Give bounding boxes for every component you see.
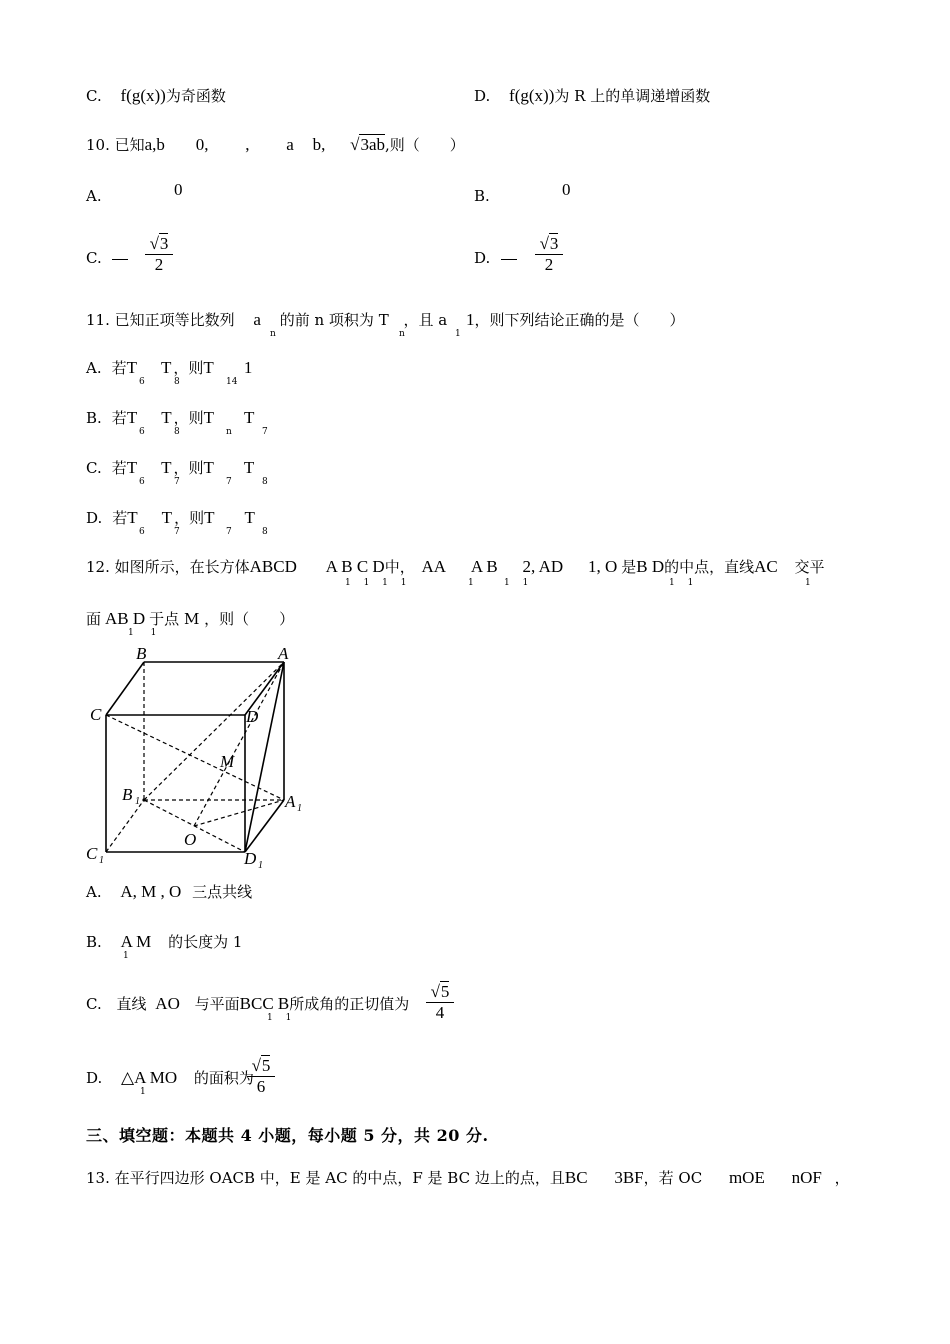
option-text: 直线	[116, 995, 147, 1013]
numerator: 3	[549, 234, 559, 253]
math-expr: T	[203, 458, 214, 477]
math-expr: 1	[466, 310, 475, 329]
segment-AD1	[245, 662, 284, 852]
math-expr: T	[203, 358, 214, 377]
stem-text: 的中点，直线	[664, 558, 755, 576]
math-expr: mOE	[728, 1168, 765, 1187]
fraction: $\frac{√3}{2}$	[535, 234, 563, 275]
subscript: n	[399, 329, 405, 339]
subscript: 7	[262, 427, 268, 437]
math-expr: AC	[754, 557, 778, 576]
fraction: $\frac{√3}{2}$	[145, 234, 173, 275]
stem-text: 是	[621, 558, 637, 576]
vertex-label-C1: C	[86, 844, 98, 863]
subscript: 1 1	[128, 628, 164, 638]
section-heading: 三、填空题：本题共 4 小题，每小题 5 分，共 20 分.	[86, 1126, 489, 1145]
math-expr: AB D	[105, 609, 146, 628]
option-label: D.	[474, 249, 491, 267]
denominator: 6	[256, 1077, 266, 1096]
option-label: D.	[474, 87, 491, 105]
subscript: 1	[123, 951, 129, 961]
numerator: 5	[440, 982, 450, 1001]
option-text: 为 R 上的单调递增函数	[554, 87, 711, 105]
q10-option-c	[86, 248, 102, 268]
segment-B1A-hidden	[144, 662, 284, 800]
subscript: 8	[174, 377, 180, 387]
q9-option-d	[474, 86, 710, 106]
point-label-M: M	[220, 752, 235, 771]
q10-option-d	[474, 248, 490, 268]
question-number: 13. 在平行四边形 OACB 中，E 是 AC 的中点，F 是 BC 边上的点，且	[86, 1169, 565, 1187]
q12-stem-line2	[86, 609, 294, 629]
subscript: 8	[174, 427, 180, 437]
math-expr: 0,	[195, 135, 209, 154]
subscript: 1 1 1 1	[345, 578, 412, 588]
fraction: $\frac{√5}{6}$	[247, 1056, 275, 1097]
option-text: 的长度为 1	[168, 933, 243, 951]
math-expr: A B	[470, 557, 498, 576]
q11-option	[86, 458, 254, 478]
stem-text: 交平	[794, 558, 825, 576]
option-label: B.	[86, 933, 102, 951]
option-text: 若	[112, 509, 128, 527]
math-expr: b,	[312, 135, 326, 154]
subscript: n	[226, 427, 232, 437]
math-expr: nOF	[791, 1168, 822, 1187]
option-text: 若	[111, 359, 127, 377]
subscript: 1	[140, 1087, 146, 1097]
subscript: 6	[139, 477, 145, 487]
option-label: D.	[86, 1069, 103, 1087]
option-text: 为奇函数	[165, 87, 226, 105]
subscript: 7	[226, 477, 232, 487]
math-expr: T	[243, 458, 255, 477]
stem-text: 的前 n 项积为 T	[279, 311, 389, 329]
math-expr: a	[286, 135, 294, 154]
option-label: D.	[86, 509, 103, 527]
option-label: A.	[86, 359, 102, 377]
option-text: 所成角的正切值为	[289, 995, 410, 1013]
q12-stem-line1	[86, 557, 825, 577]
stem-text: ，且 a	[403, 311, 448, 329]
option-text: 的面积为	[193, 1069, 254, 1087]
vertex-label-B: B	[136, 644, 147, 663]
q10-stem	[86, 135, 465, 155]
q12-option-b	[86, 932, 242, 952]
option-text: 三点共线	[192, 883, 253, 901]
math-expr: T	[161, 508, 173, 527]
math-expr: f(g(x))	[120, 86, 166, 105]
subscript-D1: 1	[258, 860, 263, 871]
math-expr: T	[244, 408, 255, 427]
stem-suffix: ,则（ ）	[385, 136, 465, 154]
question-number: 11. 已知正项等比数列	[86, 311, 235, 329]
sqrt-radicand: 3ab	[360, 135, 386, 154]
vertex-label-A: A	[278, 644, 289, 663]
option-text: 与平面	[194, 995, 240, 1013]
math-expr: T	[126, 408, 138, 427]
math-expr: A, M , O	[120, 882, 182, 901]
subscript: 8	[262, 527, 268, 537]
subscript: 1	[455, 329, 461, 339]
option-text: ，则	[173, 359, 204, 377]
math-expr: BC	[564, 1168, 588, 1187]
option-label: C.	[86, 87, 102, 105]
q11-stem	[86, 310, 685, 330]
question-number: 10. 已知	[86, 136, 145, 154]
q10-option-a	[86, 186, 102, 206]
math-expr: 1	[243, 358, 253, 377]
math-expr: T	[127, 508, 138, 527]
segment-OA1-hidden	[194, 800, 284, 826]
point-label-O: O	[184, 830, 197, 849]
q11-option	[86, 408, 254, 428]
subscript: 1 1	[669, 578, 699, 588]
segment-OA-hidden	[194, 662, 284, 826]
subscript-C1: 1	[99, 855, 104, 866]
math-expr: T	[126, 358, 138, 377]
math-expr: T	[203, 408, 214, 427]
option-label: A.	[86, 883, 102, 901]
math-expr: AA	[421, 557, 447, 576]
subscript: 6	[139, 427, 145, 437]
q10-a-value: 0	[174, 180, 183, 199]
q10-b-value: 0	[562, 180, 571, 199]
fraction: $\frac{√5}{4}$	[426, 982, 454, 1023]
math-expr: 2, AD	[522, 557, 564, 576]
numerator: 5	[261, 1056, 271, 1075]
subscript: 7	[174, 527, 180, 537]
math-expr: a,b	[144, 135, 165, 154]
option-label: B.	[86, 409, 102, 427]
option-label: C.	[86, 995, 102, 1013]
q13-stem	[86, 1168, 850, 1188]
diagonal-CA1-hidden	[106, 715, 284, 800]
subscript: 7	[226, 527, 232, 537]
q9-option-c	[86, 86, 226, 106]
vertex-label-D1: D	[244, 849, 257, 868]
cuboid-figure	[80, 640, 310, 872]
stem-suffix: ，则下列结论正确的是（ ）	[474, 311, 685, 329]
math-expr: T	[204, 508, 215, 527]
q10-option-b	[474, 186, 490, 206]
subscript-B1: 1	[135, 796, 140, 807]
stem-text: ，	[834, 1169, 850, 1187]
option-label: C.	[86, 459, 102, 477]
subscript: 7	[174, 477, 180, 487]
option-text: ，则	[173, 409, 204, 427]
q11-option	[86, 508, 255, 528]
stem-suffix: 于点 M ，则（ ）	[149, 610, 295, 628]
subscript: 1 1	[504, 578, 534, 588]
math-expr: BCC B	[239, 994, 290, 1013]
stem-text: ，若 OC	[643, 1169, 703, 1187]
math-expr: T	[161, 408, 172, 427]
q11-option	[86, 358, 252, 378]
edge-C1B1-hidden	[106, 800, 144, 852]
math-expr: B D	[636, 557, 665, 576]
option-text: 若	[111, 409, 127, 427]
math-expr: A B C D	[325, 557, 385, 576]
denominator: 2	[154, 255, 164, 274]
denominator: 4	[435, 1003, 445, 1022]
math-expr: 3BF	[614, 1168, 644, 1187]
subscript: 1	[468, 578, 474, 588]
vertex-label-D: D	[246, 707, 259, 726]
subscript: 8	[262, 477, 268, 487]
question-number: 12. 如图所示，在长方体	[86, 558, 250, 576]
minus-sign	[112, 259, 128, 260]
q12-option-d	[86, 1068, 254, 1088]
subscript: 1 1	[267, 1013, 297, 1023]
option-text: ，则	[174, 509, 205, 527]
vertex-label-C: C	[90, 705, 102, 724]
subscript: 14	[226, 377, 238, 387]
math-expr: f(g(x))	[509, 86, 555, 105]
subscript: n	[270, 329, 276, 339]
option-label: B.	[474, 187, 490, 205]
edge-CB	[106, 662, 144, 715]
math-expr: ,	[245, 135, 250, 154]
subscript: 6	[139, 527, 145, 537]
option-label: C.	[86, 249, 102, 267]
math-expr: AO	[155, 994, 180, 1013]
vertex-label-B1: B	[122, 785, 133, 804]
q12-option-c	[86, 994, 409, 1014]
q12-option-a	[86, 882, 252, 902]
option-text: ，则	[173, 459, 204, 477]
denominator: 2	[544, 255, 554, 274]
point-B1	[142, 798, 145, 801]
subscript: 1	[805, 578, 811, 588]
math-expr: A M	[120, 932, 152, 951]
stem-text: 面	[86, 610, 102, 628]
subscript: 6	[139, 377, 145, 387]
math-expr: △A MO	[121, 1068, 178, 1087]
vertex-label-A1: A	[285, 792, 296, 811]
math-expr: 1, O	[587, 557, 618, 576]
math-expr: T	[244, 508, 255, 527]
numerator: 3	[159, 234, 169, 253]
minus-sign	[501, 259, 517, 260]
math-expr: ABCD	[249, 557, 297, 576]
option-label: A.	[86, 187, 102, 205]
math-expr: T	[161, 358, 172, 377]
math-expr: a	[253, 310, 261, 329]
option-text: 若	[111, 459, 127, 477]
subscript-A1: 1	[297, 803, 302, 814]
math-expr: T	[126, 458, 138, 477]
sqrt-expr: √3ab	[350, 135, 386, 154]
stem-text: 中，	[384, 558, 415, 576]
math-expr: T	[161, 458, 172, 477]
